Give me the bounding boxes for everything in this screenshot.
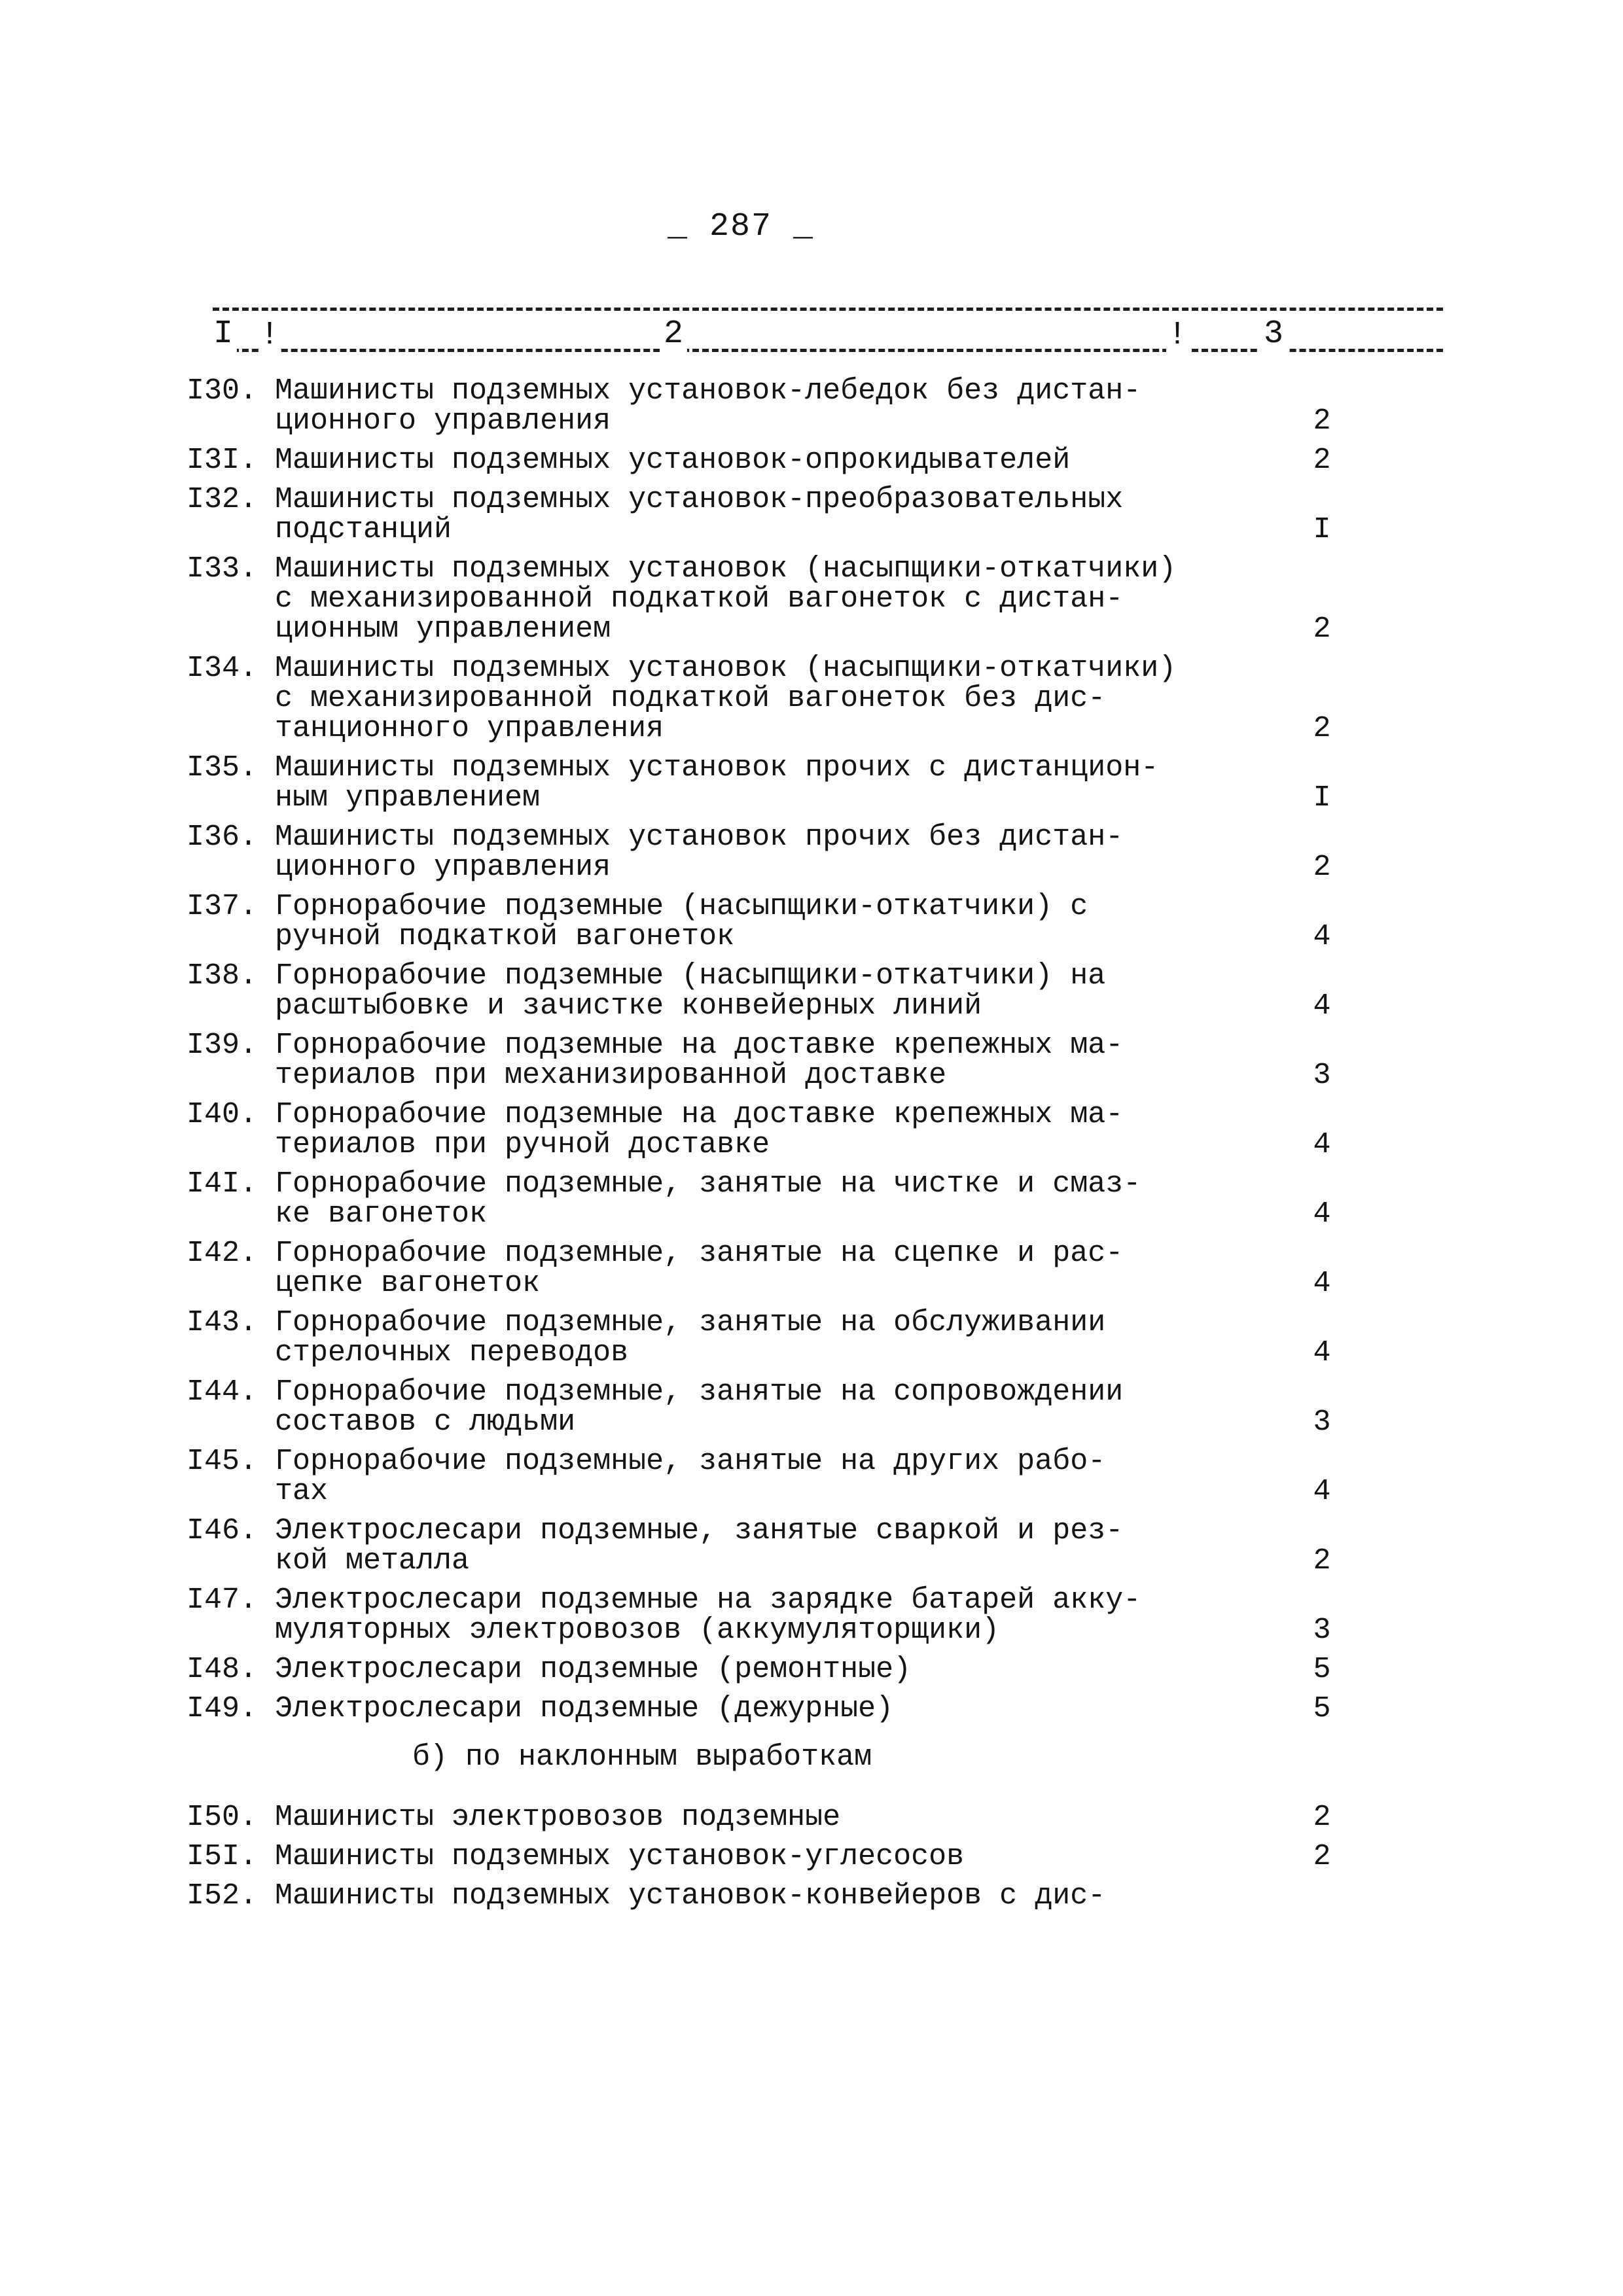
item-title (275, 1169, 1204, 1229)
item-title (275, 1447, 1204, 1507)
list-item (0, 1169, 1623, 1229)
item-title-line: с механизированной подкаткой вагонеток без дис- (275, 682, 1106, 715)
item-title (275, 1100, 1204, 1160)
item-title (275, 1655, 1204, 1685)
item-grade: 2 (1313, 712, 1331, 745)
item-title (275, 446, 1204, 476)
list-item (0, 1031, 1623, 1091)
list-item (0, 376, 1623, 436)
list-item (0, 1803, 1623, 1833)
item-title-line: муляторных электровозов (аккумуляторщики) (275, 1614, 1000, 1647)
item-grade: 2 (1313, 1840, 1331, 1873)
list-item (0, 1842, 1623, 1872)
item-list (0, 376, 1623, 1920)
item-title (275, 961, 1204, 1021)
item-title-line: Машинисты электровозов подземные (275, 1801, 841, 1834)
list-item (0, 892, 1623, 952)
list-item (0, 446, 1623, 476)
item-title-line: Машинисты подземных установок-углесосов (275, 1840, 965, 1873)
header-rule-bottom (213, 349, 1443, 352)
header-rule-top (213, 308, 1443, 311)
item-title (275, 1516, 1204, 1576)
item-number: I45. (187, 1445, 258, 1478)
item-title-line: Электрослесари подземные (ремонтные) (275, 1653, 912, 1686)
item-number: I36. (187, 821, 258, 854)
list-item (0, 1516, 1623, 1576)
item-grade: 4 (1313, 920, 1331, 953)
item-grade: I (1313, 781, 1331, 815)
item-title-line: Электрослесари подземные на зарядке батарей акку- (275, 1583, 1141, 1617)
list-item (0, 822, 1623, 883)
item-title-line: Горнорабочие подземные, занятые на сопровождении (275, 1375, 1124, 1409)
item-grade: 4 (1313, 1128, 1331, 1161)
list-item (0, 1585, 1623, 1646)
item-grade: 2 (1313, 612, 1331, 646)
list-item (0, 961, 1623, 1021)
item-title (275, 892, 1204, 952)
item-title-line: Машинисты подземных установок прочих с дистанцион- (275, 751, 1159, 785)
list-item (0, 1377, 1623, 1438)
item-title-line: Горнорабочие подземные, занятые на обслуживании (275, 1306, 1106, 1339)
item-title-line: Машинисты подземных установок-конвейеров с дис- (275, 1879, 1106, 1913)
item-number: I33. (187, 552, 258, 586)
item-number: I30. (187, 374, 258, 408)
item-title-line: Машинисты подземных установок (насыпщики-откатчики) (275, 652, 1177, 685)
item-title (275, 485, 1204, 545)
item-number: I32. (187, 483, 258, 516)
item-grade: 2 (1313, 1544, 1331, 1578)
item-title-line: Горнорабочие подземные (насыпщики-откатчики) на (275, 959, 1106, 993)
item-title-line: тах (275, 1475, 329, 1508)
item-title (275, 1031, 1204, 1091)
item-number: I52. (187, 1879, 258, 1913)
item-number: I38. (187, 959, 258, 993)
item-number: I46. (187, 1514, 258, 1547)
list-item (0, 554, 1623, 645)
item-title-line: Машинисты подземных установок (насыпщики-откатчики) (275, 552, 1177, 586)
item-title (275, 1881, 1204, 1911)
item-grade: 2 (1313, 444, 1331, 477)
list-item (0, 753, 1623, 813)
item-title-line: Машинисты подземных установок-опрокидывателей (275, 444, 1071, 477)
item-title (275, 1585, 1204, 1646)
item-title-line: териалов при ручной доставке (275, 1128, 770, 1161)
item-number: I3I. (187, 444, 258, 477)
item-title-line: танционного управления (275, 712, 664, 745)
item-title-line: Электрослесари подземные (дежурные) (275, 1692, 894, 1725)
item-title (275, 1377, 1204, 1438)
item-number: I5I. (187, 1840, 258, 1873)
item-number: I43. (187, 1306, 258, 1339)
item-title-line: расштыбовке и зачистке конвейерных линий (275, 989, 982, 1023)
item-number: I39. (187, 1029, 258, 1062)
item-grade: 3 (1313, 1614, 1331, 1647)
item-title (275, 654, 1204, 744)
item-title-line: Горнорабочие подземные, занятые на других рабо- (275, 1445, 1106, 1478)
list-item (0, 1447, 1623, 1507)
item-title-line: подстанций (275, 513, 452, 546)
list-item (0, 1239, 1623, 1299)
item-title (275, 1239, 1204, 1299)
item-number: I44. (187, 1375, 258, 1409)
item-title-line: Горнорабочие подземные, занятые на сцепке и рас- (275, 1237, 1124, 1270)
item-title-line: териалов при механизированной доставке (275, 1059, 947, 1092)
item-title-line: ным управлением (275, 781, 541, 815)
item-title (275, 753, 1204, 813)
item-title-line: Машинисты подземных установок-лебедок без дистан- (275, 374, 1141, 408)
column-separator-2: ! (1168, 317, 1188, 354)
list-item (0, 1100, 1623, 1160)
item-title-line: составов с людьми (275, 1405, 576, 1439)
item-number: I47. (187, 1583, 258, 1617)
item-number: I40. (187, 1098, 258, 1131)
column-separator-1: ! (260, 317, 280, 354)
item-grade: 4 (1313, 1475, 1331, 1508)
item-title (275, 376, 1204, 436)
column-header-1: I (209, 315, 237, 353)
item-grade: 5 (1313, 1692, 1331, 1725)
item-title-line: Электрослесари подземные, занятые сваркой и рез- (275, 1514, 1124, 1547)
item-grade: 4 (1313, 1267, 1331, 1300)
item-grade: 4 (1313, 1197, 1331, 1231)
item-title-line: Горнорабочие подземные на доставке крепежных ма- (275, 1098, 1124, 1131)
item-title-line: стрелочных переводов (275, 1336, 629, 1369)
item-grade: 5 (1313, 1653, 1331, 1686)
item-title (275, 822, 1204, 883)
item-number: I50. (187, 1801, 258, 1834)
item-title-line: ционного управления (275, 404, 611, 438)
item-number: I35. (187, 751, 258, 785)
item-title-line: Горнорабочие подземные, занятые на чистке и смаз- (275, 1167, 1141, 1201)
item-title (275, 1803, 1204, 1833)
list-item (0, 1308, 1623, 1368)
item-grade: 2 (1313, 1801, 1331, 1834)
list-item (0, 485, 1623, 545)
item-title (275, 1308, 1204, 1368)
item-number: I37. (187, 890, 258, 923)
item-grade: 4 (1313, 1336, 1331, 1369)
item-title-line: кой металла (275, 1544, 470, 1578)
item-title-line: ционного управления (275, 851, 611, 884)
item-title-line: Горнорабочие подземные (насыпщики-откатчики) с (275, 890, 1088, 923)
item-number: I49. (187, 1692, 258, 1725)
item-title-line: ционным управлением (275, 612, 611, 646)
item-grade: 3 (1313, 1059, 1331, 1092)
item-grade: I (1313, 513, 1331, 546)
list-item (0, 654, 1623, 744)
item-grade: 2 (1313, 404, 1331, 438)
list-item (0, 1694, 1623, 1724)
item-number: I42. (187, 1237, 258, 1270)
item-title-line: Машинисты подземных установок прочих без дистан- (275, 821, 1124, 854)
item-number: I48. (187, 1653, 258, 1686)
list-item (0, 1881, 1623, 1911)
item-number: I4I. (187, 1167, 258, 1201)
item-number: I34. (187, 652, 258, 685)
item-title-line: с механизированной подкаткой вагонеток с дистан- (275, 582, 1124, 616)
item-grade: 2 (1313, 851, 1331, 884)
item-title-line: Машинисты подземных установок-преобразовательных (275, 483, 1124, 516)
item-grade: 3 (1313, 1405, 1331, 1439)
item-title-line: цепке вагонеток (275, 1267, 541, 1300)
item-title-line: ручной подкаткой вагонеток (275, 920, 735, 953)
section-heading: б) по наклонным выработкам (412, 1740, 872, 1774)
item-title (275, 1694, 1204, 1724)
page-number: _ 287 _ (668, 208, 815, 245)
item-title (275, 1842, 1204, 1872)
item-title-line: Горнорабочие подземные на доставке крепежных ма- (275, 1029, 1124, 1062)
column-header-2: 2 (660, 315, 687, 353)
column-header-3: 3 (1260, 315, 1287, 353)
list-item (0, 1655, 1623, 1685)
item-grade: 4 (1313, 989, 1331, 1023)
item-title-line: ке вагонеток (275, 1197, 488, 1231)
item-title (275, 554, 1204, 645)
